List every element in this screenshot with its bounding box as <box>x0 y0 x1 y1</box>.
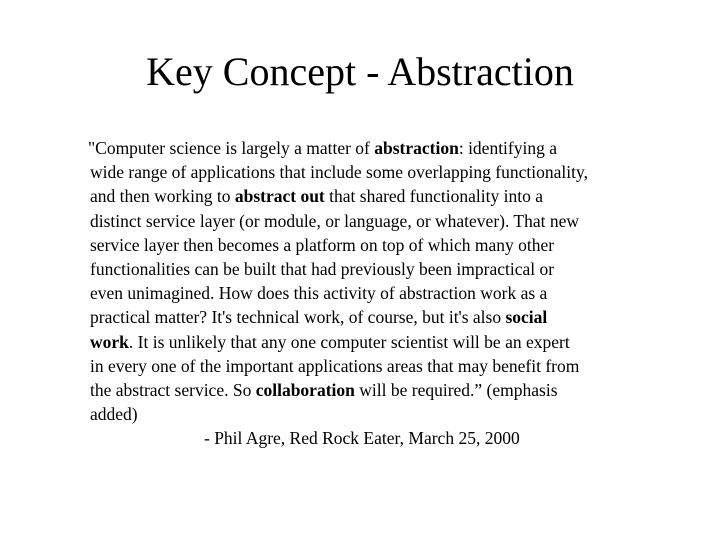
quote-text: functionalities can be built that had previously been impractical or <box>90 259 555 280</box>
quote-text: will be required.” (emphasis <box>354 380 558 401</box>
quote-line <box>88 160 688 184</box>
quote-text: . It is unlikely that any one computer scientist will be an expert <box>128 331 570 352</box>
quote-paragraph <box>88 136 688 426</box>
quote-line <box>88 257 688 281</box>
emphasis-text: social <box>505 307 548 328</box>
quote-text: even unimagined. How does this activity of abstraction work as a <box>90 283 548 304</box>
quote-line <box>88 305 688 329</box>
quote-line <box>88 402 688 426</box>
quote-text: distinct service layer (or module, or language, or whatever). That new <box>90 210 580 231</box>
quote-text: wide range of applications that include some overlapping functionality, <box>90 162 588 183</box>
quote-line <box>88 209 688 233</box>
emphasis-text: abstract out <box>234 186 325 207</box>
quote-line <box>88 354 688 378</box>
quote-text: in every one of the important applications areas that may benefit from <box>90 355 580 376</box>
quote-text: added) <box>90 404 138 425</box>
quote-text: "Computer science is largely a matter of <box>88 138 375 158</box>
quote-line <box>88 281 688 305</box>
quote-text: that shared functionality into a <box>324 186 543 207</box>
quote-text: and then working to <box>90 186 235 207</box>
quote-text: service layer then becomes a platform on top of which many other <box>90 234 555 255</box>
quote-text: the abstract service. So <box>90 380 256 401</box>
slide-title: Key Concept - Abstraction <box>146 49 574 94</box>
quote-block <box>88 136 688 426</box>
quote-line <box>88 233 688 257</box>
quote-text: : identifying a <box>458 138 558 158</box>
attribution: - Phil Agre, Red Rock Eater, March 25, 2000 <box>204 428 520 448</box>
quote-line <box>88 184 688 208</box>
quote-line <box>88 378 688 402</box>
quote-line <box>88 330 688 354</box>
quote-line <box>88 136 688 160</box>
emphasis-text: abstraction <box>374 138 459 158</box>
emphasis-text: collaboration <box>255 380 355 401</box>
emphasis-text: work <box>90 331 129 352</box>
quote-text: practical matter? It's technical work, of course, but it's also <box>90 307 506 328</box>
